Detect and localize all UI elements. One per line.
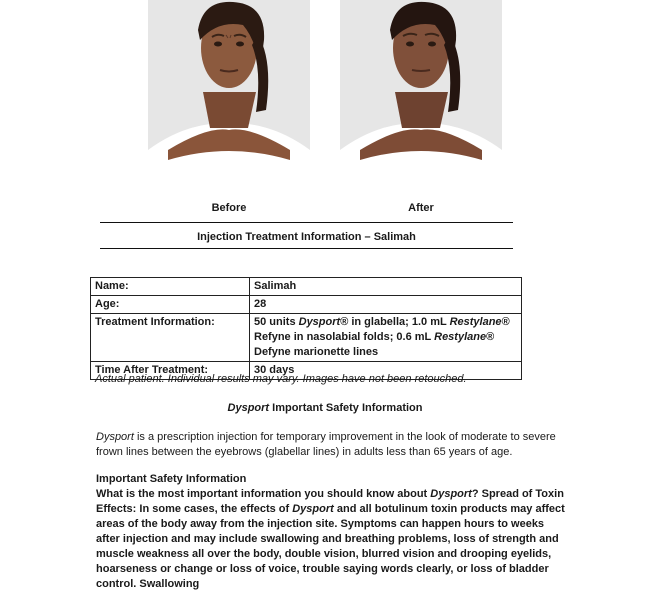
table-row: [91, 296, 522, 314]
table-row: [91, 278, 522, 296]
section-title: Injection Treatment Information – Salimah: [197, 231, 416, 243]
row-value: 50 units Dysport® in glabella; 1.0 mL Restylane® Refyne in nasolabial folds; 0.6 mL Restylane® Defyne marionette lines: [250, 314, 522, 362]
isi-title: Dysport Important Safety Information: [227, 402, 423, 414]
safety-heading: Important Safety Information: [96, 473, 247, 485]
before-photo: [148, 0, 310, 200]
bottom-rule: [100, 248, 513, 249]
row-label: Age:: [91, 296, 250, 314]
after-caption: After: [408, 202, 434, 214]
intro-paragraph: Dysport is a prescription injection for temporary improvement in the look of moderate to severe frown lines between the eyebrows (glabellar lines) in adults less than 65 years of age.: [96, 431, 556, 458]
safety-paragraph: [96, 472, 566, 592]
disclaimer: Actual patient. Individual results may vary. Images have not been retouched.: [95, 373, 467, 385]
before-caption: Before: [211, 202, 247, 214]
safety-body: What is the most important information you should know about Dysport? Spread of Toxin Effects: In some cases, the effects of Dysport and all botulinum toxin products may affect areas of the body away from the injection site. Symptoms can happen hours to weeks after injection and may include swallowing and breathing problems, loss of strength and muscle weakness all over the body, double vision, blurred vision and drooping eyelids, hoarseness or change or loss of voice, trouble saying words clearly, or loss of bladder control. Swallowing: [96, 488, 565, 590]
table-row: [91, 314, 522, 362]
row-label: Treatment Information:: [91, 314, 250, 362]
top-rule: [100, 222, 513, 223]
row-value: 30 days: [250, 362, 522, 380]
row-value: Salimah: [250, 278, 522, 296]
treatment-table: [90, 277, 522, 380]
after-photo: [340, 0, 502, 200]
row-label: Time After Treatment:: [91, 362, 250, 380]
row-value: 28: [250, 296, 522, 314]
row-label: Name:: [91, 278, 250, 296]
